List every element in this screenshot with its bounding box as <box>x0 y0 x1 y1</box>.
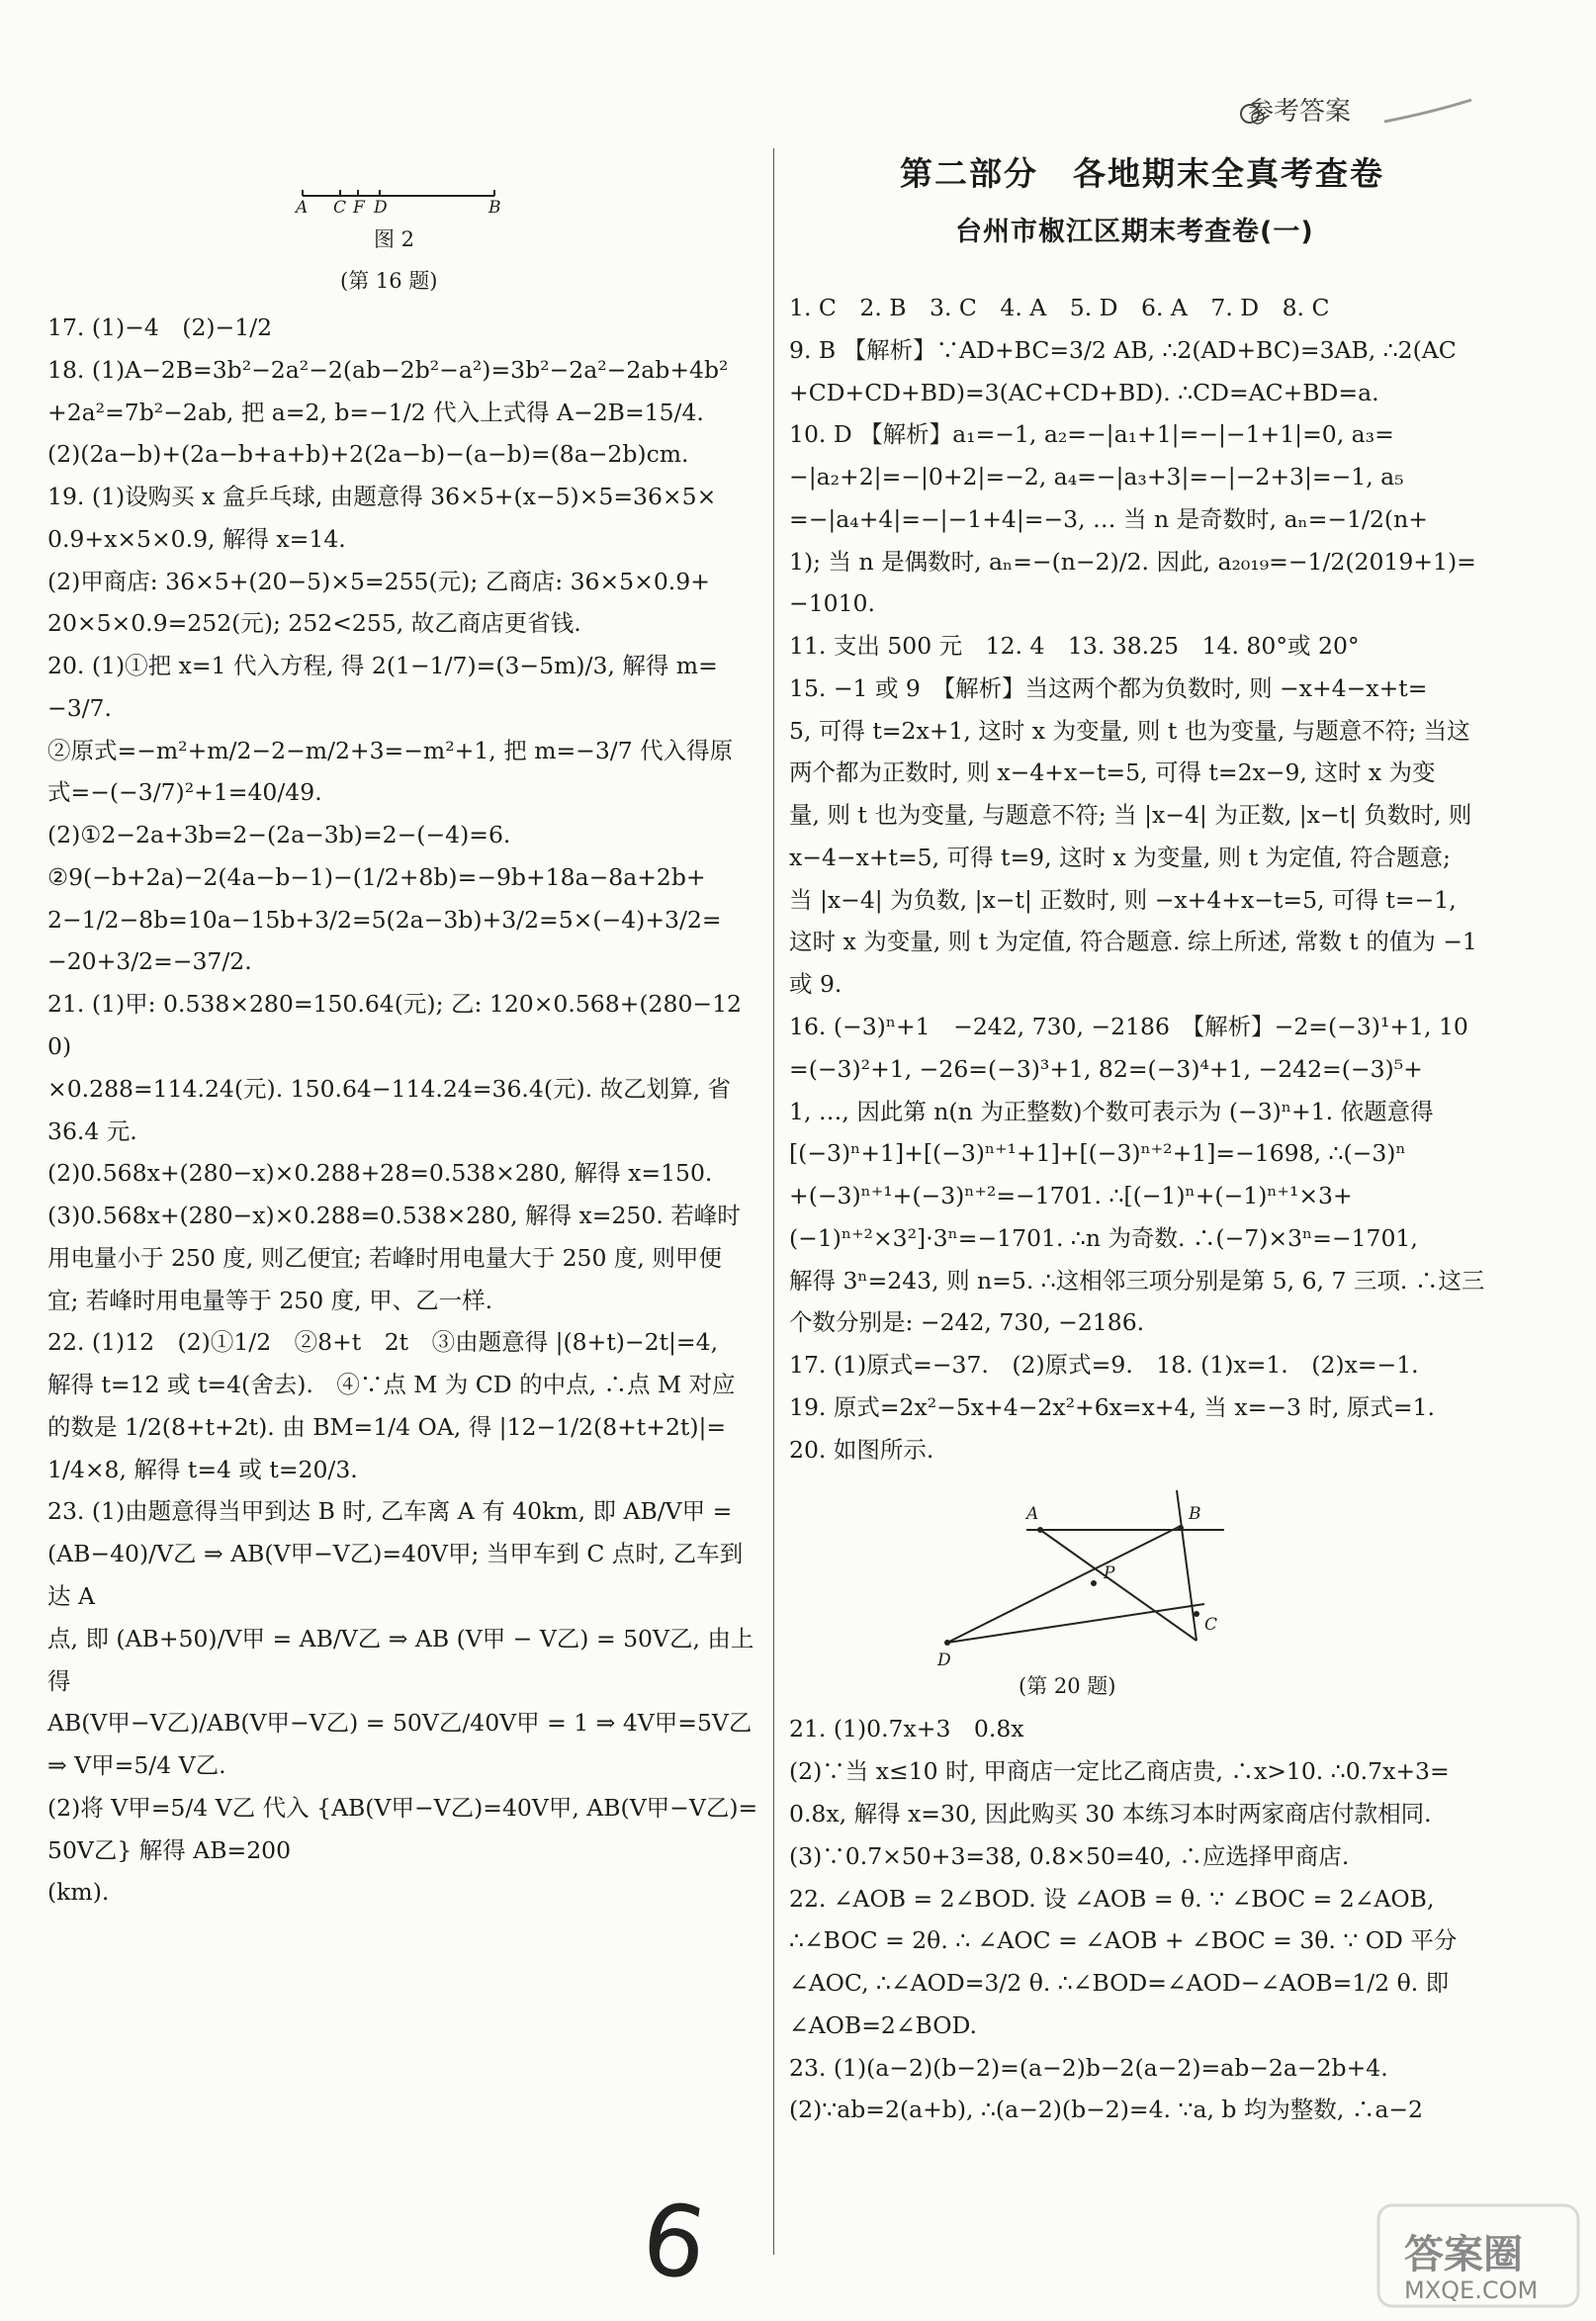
answer-line: =−|a₄+4|=−|−1+4|=−3, … 当 n 是奇数时, aₙ=−1/2(n+ <box>789 504 1428 533</box>
answer-line: 个数分别是: −242, 730, −2186. <box>789 1308 1145 1337</box>
header-tag: 参考答案 <box>1248 97 1352 127</box>
answer-line: 16. (−3)ⁿ+1 −242, 730, −2186 【解析】−2=(−3)¹+1, 10 <box>789 1013 1468 1041</box>
answer-line: 23. (1)由题意得当甲到达 B 时, 乙车离 A 有 40km, 即 AB/V甲 = <box>47 1497 733 1526</box>
answer-line: +(−3)ⁿ⁺¹+(−3)ⁿ⁺²=−1701. ∴[(−1)ⁿ+(−1)ⁿ⁺¹×3+ <box>789 1182 1353 1210</box>
answer-line: ∠AOC, ∴∠AOD=3/2 θ. ∴∠BOD=∠AOD−∠AOB=1/2 θ. 即 <box>789 1969 1450 1998</box>
left-column <box>47 148 761 1914</box>
answer-line: 11. 支出 500 元 12. 4 13. 38.25 14. 80°或 20° <box>789 632 1360 661</box>
answer-line: 0.9+x×5×0.9, 解得 x=14. <box>47 524 346 553</box>
watermark-text: 答案圈 <box>1404 2232 1523 2277</box>
fig20-caption: (第 20 题) <box>1019 1674 1116 1699</box>
right-answers <box>789 287 1493 1471</box>
answer-line: 式=−(−3/7)²+1=40/49. <box>47 778 322 807</box>
answer-line: 22. ∠AOB = 2∠BOD. 设 ∠AOB = θ. ∵ ∠BOC = 2∠AOB, <box>789 1884 1435 1913</box>
answer-line: −20+3/2=−37/2. <box>47 947 252 976</box>
fig2-label-b: B <box>488 198 501 218</box>
answer-line: 解得 t=12 或 t=4(舍去). ④∵点 M 为 CD 的中点, ∴点 M 对应 <box>47 1371 736 1399</box>
answer-line: (2)∵ab=2(a+b), ∴(a−2)(b−2)=4. ∵a, b 均为整数, ∴a−2 <box>789 2096 1424 2124</box>
answer-line: 2−1/2−8b=10a−15b+3/2=5(2a−3b)+3/2=5×(−4)+3/2= <box>47 905 722 934</box>
answer-line: 21. (1)0.7x+3 0.8x <box>789 1715 1024 1743</box>
section-title: 第二部分 各地期末全真考查卷 <box>900 154 1384 193</box>
answer-line: 5, 可得 t=2x+1, 这时 x 为变量, 则 t 也为变量, 与题意不符; 当这 <box>789 716 1470 745</box>
answer-line: [(−3)ⁿ+1]+[(−3)ⁿ⁺¹+1]+[(−3)ⁿ⁺²+1]=−1698, ∴(−3)ⁿ <box>789 1139 1406 1168</box>
number-line-figure <box>47 148 761 208</box>
answer-line: (2)∵当 x≤10 时, 甲商店一定比乙商店贵, ∴x>10. ∴0.7x+3= <box>789 1757 1450 1786</box>
answer-line: 17. (1)−4 (2)−1/2 <box>47 313 273 341</box>
answer-line: ×0.288=114.24(元). 150.64−114.24=36.4(元). 故乙划算, 省 <box>47 1074 732 1103</box>
answer-line: (2)将 V甲=5/4 V乙 代入 {AB(V甲−V乙)=40V甲, AB(V甲−V乙)=50V乙} 解得 AB=200 <box>47 1793 758 1864</box>
fig2-problem-caption: (第 16 题) <box>340 269 438 293</box>
answer-line: 0.8x, 解得 x=30, 因此购买 30 本练习本时两家商店付款相同. <box>789 1799 1432 1828</box>
answer-line: (AB−40)/V乙 ⇒ AB(V甲−V乙)=40V甲; 当甲车到 C 点时, 乙车到达 A <box>47 1540 744 1610</box>
handwritten-page-number: 6 <box>635 2180 714 2303</box>
answer-line: 17. (1)原式=−37. (2)原式=9. 18. (1)x=1. (2)x=−1. <box>789 1351 1419 1380</box>
answer-line: (3)∵0.7×50+3=38, 0.8×50=40, ∴应选择甲商店. <box>789 1841 1350 1870</box>
answer-line: 19. (1)设购买 x 盒乒乓球, 由题意得 36×5+(x−5)×5=36×5× <box>47 483 717 511</box>
answer-line: 的数是 1/2(8+t+2t). 由 BM=1/4 OA, 得 |12−1/2(8+t+2t)|= <box>47 1412 727 1441</box>
answer-line: 10. D 【解析】a₁=−1, a₂=−|a₁+1|=−|−1+1|=0, a₃= <box>789 420 1394 449</box>
fig20-label-d: D <box>937 1651 951 1671</box>
right-column <box>789 287 1493 2131</box>
answer-line: 1. C 2. B 3. C 4. A 5. D 6. A 7. D 8. C <box>789 294 1330 321</box>
answer-line: 15. −1 或 9 【解析】当这两个都为负数时, 则 −x+4−x+t= <box>789 673 1428 702</box>
fig2-label-f: F <box>353 198 365 218</box>
answer-line: 20×5×0.9=252(元); 252<255, 故乙商店更省钱. <box>47 609 581 638</box>
fig2-label-a: A <box>296 198 309 218</box>
answer-line: 1); 当 n 是偶数时, aₙ=−(n−2)/2. 因此, a₂₀₁₉=−1/2(2019+1)= <box>789 547 1476 576</box>
column-divider <box>773 148 774 2255</box>
answer-line: 或 9. <box>789 970 842 999</box>
answer-line: 19. 原式=2x²−5x+4−2x²+6x=x+4, 当 x=−3 时, 原式=1. <box>789 1392 1436 1421</box>
quadrilateral-figure <box>789 1471 1493 1671</box>
answer-line: (−1)ⁿ⁺²×3²]·3ⁿ=−1701. ∴n 为奇数. ∴(−7)×3ⁿ=−1701, <box>789 1223 1418 1252</box>
answer-line: −3/7. <box>47 693 112 722</box>
subsection-title: 台州市椒江区期末考查卷(一) <box>955 217 1314 247</box>
answer-line: −1010. <box>789 589 875 618</box>
answer-line: 21. (1)甲: 0.538×280=150.64(元); 乙: 120×0.568+(280−120) <box>47 990 742 1061</box>
answer-line: (2)0.568x+(280−x)×0.288+28=0.538×280, 解得 x=150. <box>47 1159 713 1188</box>
answer-line: 两个都为正数时, 则 x−4+x−t=5, 可得 t=2x−9, 这时 x 为变 <box>789 759 1436 787</box>
answer-line: 1, …, 因此第 n(n 为正整数)个数可表示为 (−3)ⁿ+1. 依题意得 <box>789 1097 1434 1125</box>
answer-line: 36.4 元. <box>47 1116 137 1145</box>
answer-line: 1/4×8, 解得 t=4 或 t=20/3. <box>47 1455 358 1483</box>
answer-line: 9. B 【解析】∵AD+BC=3/2 AB, ∴2(AD+BC)=3AB, ∴2(AC <box>789 335 1457 364</box>
answer-line: ∠AOB=2∠BOD. <box>789 2010 977 2039</box>
fig20-label-c: C <box>1204 1615 1218 1636</box>
answer-line: AB(V甲−V乙)/AB(V甲−V乙) = 50V乙/40V甲 = 1 ⇒ 4V甲=5V乙 ⇒ V甲=5/4 V乙. <box>47 1709 753 1780</box>
answer-line: (2)甲商店: 36×5+(20−5)×5=255(元); 乙商店: 36×5×0.9+ <box>47 567 710 595</box>
fig20-label-a: A <box>1026 1504 1039 1525</box>
answer-line: 点, 即 (AB+50)/V甲 = AB/V乙 ⇒ AB (V甲 − V乙) = 50V乙, 由上得 <box>47 1624 754 1695</box>
fig2-label-c: C <box>333 198 347 218</box>
answer-line: =(−3)²+1, −26=(−3)³+1, 82=(−3)⁴+1, −242=(−3)⁵+ <box>789 1054 1423 1083</box>
answer-line: +CD+CD+BD)=3(AC+CD+BD). ∴CD=AC+BD=a. <box>789 378 1379 406</box>
fig2-caption: 图 2 <box>374 227 415 251</box>
answer-line: 23. (1)(a−2)(b−2)=(a−2)b−2(a−2)=ab−2a−2b+4. <box>789 2053 1388 2082</box>
answer-line: 这时 x 为变量, 则 t 为定值, 符合题意. 综上所述, 常数 t 的值为 −1 <box>789 928 1477 956</box>
answer-line: 20. (1)①把 x=1 代入方程, 得 2(1−1/7)=(3−5m)/3, 解得 m= <box>47 652 718 680</box>
answer-line: ②原式=−m²+m/2−2−m/2+3=−m²+1, 把 m=−3/7 代入得原 <box>47 736 734 764</box>
answer-line: −|a₂+2|=−|0+2|=−2, a₄=−|a₃+3|=−|−2+3|=−1, a₅ <box>789 463 1404 491</box>
answer-line: x−4−x+t=5, 可得 t=9, 这时 x 为变量, 则 t 为定值, 符合题意; <box>789 843 1451 871</box>
answer-line: 22. (1)12 (2)①1/2 ②8+t 2t ③由题意得 |(8+t)−2t|=4, <box>47 1328 719 1357</box>
fig20-label-p: P <box>1104 1563 1115 1584</box>
answer-line: 用电量小于 250 度, 则乙便宜; 若峰时用电量大于 250 度, 则甲便 <box>47 1243 722 1272</box>
answer-line: (2)①2−2a+3b=2−(2a−3b)=2−(−4)=6. <box>47 821 511 849</box>
figure-2 <box>47 148 761 307</box>
answer-line: +2a²=7b²−2ab, 把 a=2, b=−1/2 代入上式得 A−2B=15/4. <box>47 398 704 426</box>
answer-line: ∴∠BOC = 2θ. ∴ ∠AOC = ∠AOB + ∠BOC = 3θ. ∵ OD 平分 <box>789 1926 1458 1955</box>
answer-line: 宜; 若峰时用电量等于 250 度, 甲、乙一样. <box>47 1286 493 1314</box>
watermark-url: MXQE.COM <box>1404 2276 1539 2304</box>
left-answers <box>47 307 761 1914</box>
figure-20 <box>789 1471 1493 1708</box>
right-answers-continued <box>789 1708 1493 2131</box>
answer-line: 18. (1)A−2B=3b²−2a²−2(ab−2b²−a²)=3b²−2a²−2ab+4b² <box>47 355 729 384</box>
answer-line: (km). <box>47 1878 110 1907</box>
answer-line: (2)(2a−b)+(2a−b+a+b)+2(2a−b)−(a−b)=(8a−2b)cm. <box>47 440 689 469</box>
answer-line: 解得 3ⁿ=243, 则 n=5. ∴这相邻三项分别是第 5, 6, 7 三项. ∴这三 <box>789 1266 1485 1294</box>
answer-line: ②9(−b+2a)−2(4a−b−1)−(1/2+8b)=−9b+18a−8a+2b+ <box>47 862 706 891</box>
fig2-label-d: D <box>374 198 388 218</box>
fig20-label-b: B <box>1189 1504 1201 1525</box>
answer-line: 当 |x−4| 为负数, |x−t| 正数时, 则 −x+4+x−t=5, 可得 t=−1, <box>789 885 1457 914</box>
answer-line: 20. 如图所示. <box>789 1435 934 1464</box>
answer-line: 量, 则 t 也为变量, 与题意不符; 当 |x−4| 为正数, |x−t| 负数时, 则 <box>789 801 1472 830</box>
answer-line: (3)0.568x+(280−x)×0.288=0.538×280, 解得 x=250. 若峰时 <box>47 1202 741 1230</box>
